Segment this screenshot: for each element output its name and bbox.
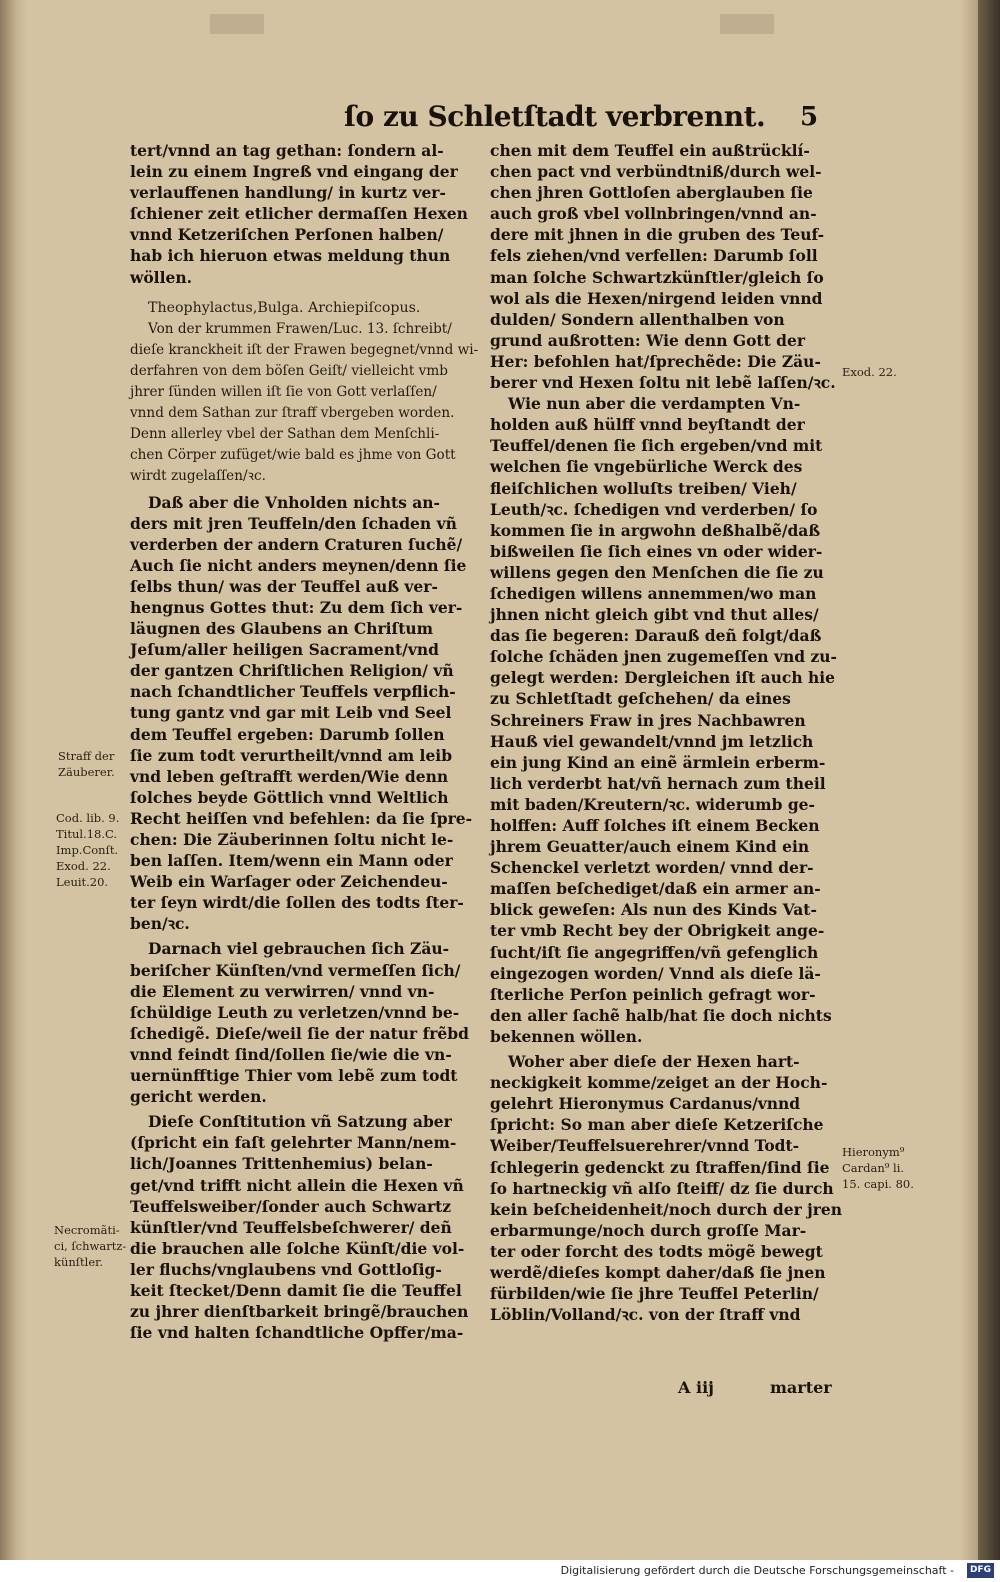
spacer: [130, 288, 480, 298]
text-line: bißweilen ſie ſich eines vn oder wider-: [490, 541, 823, 561]
text-line: beriſcher Künſten/vnd vermeſſen ſich/: [130, 960, 461, 980]
text-line: ſchedigen willens annemmen/wo man: [490, 583, 817, 603]
left-paragraph-4: [130, 1111, 480, 1343]
margin-note-straff: [58, 748, 115, 780]
text-line: die brauchen alle ſolche Künſt/die vol-: [130, 1238, 465, 1258]
text-line: verlauffenen handlung/ in kurtz ver-: [130, 183, 446, 203]
text-line: ein jung Kind an einẽ ärmlein erberm-: [490, 752, 826, 772]
text-line: Daß aber die Vnholden nichts an-: [148, 492, 440, 512]
text-line: zu jhrer dienſtbarkeit bringẽ/brauchen: [130, 1302, 469, 1322]
text-line: ben/ꝛc.: [130, 914, 190, 934]
text-line: ſchedigẽ. Dieſe/weil ſie der natur frẽbd: [130, 1023, 469, 1043]
margin-note-cod: [56, 810, 119, 890]
text-line: vnnd feindt ſind/ſollen ſie/wie die vn-: [130, 1044, 452, 1064]
text-line: läugnen des Glaubens an Chriſtum: [130, 619, 434, 639]
text-line: kommen ſie in argwohn deßhalbẽ/daß: [490, 520, 821, 540]
text-line: man ſolche Schwartzkünſtler/gleich ſo: [490, 267, 824, 287]
margin-note-line: Cod. lib. 9.: [56, 811, 120, 825]
text-line: ſchlegerin gedenckt zu ſtraffen/ſind ſie: [490, 1157, 830, 1177]
text-line: ſolches beyde Göttlich vnnd Weltlich: [130, 787, 449, 807]
text-line: ſo hartneckig vñ alſo ſteiff/ dz ſie durch: [490, 1178, 834, 1198]
text-line: welchen ſie vngebürliche Werck des: [490, 457, 803, 477]
margin-note-line: Exod. 22.: [842, 365, 897, 379]
margin-note-line: Leuit.20.: [56, 875, 109, 889]
text-line: vnd leben geſtrafft werden/Wie denn: [130, 766, 449, 786]
digitization-note: Digitalisierung gefördert durch die Deutsche Forschungsgemeinschaft -: [560, 1564, 954, 1577]
text-line: die Element zu verwirren/ vnnd vn-: [130, 981, 435, 1001]
quote-line: chen Cörper zufüget/wie bald es jhme von Gott: [130, 447, 456, 464]
text-line: tert/vnnd an tag gethan: ſondern al-: [130, 141, 444, 160]
text-line: Her: befohlen hat/ſprechẽde: Die Zäu-: [490, 351, 821, 371]
text-line: ter vmb Recht bey der Obrigkeit ange-: [490, 921, 825, 941]
quote-line: Denn allerley vbel der Sathan dem Menſchli-: [130, 426, 440, 443]
text-line: ſucht/iſt ſie angegriffen/vñ gefenglich: [490, 942, 819, 962]
margin-note-line: künſtler.: [54, 1255, 104, 1269]
quote-line: wirdt zugelaſſen/ꝛc.: [130, 468, 266, 485]
margin-note-necromantici: [54, 1222, 126, 1270]
margin-note-line: Imp.Conſt.: [56, 843, 119, 857]
text-line: Dieſe Conſtitution vñ Satzung aber: [148, 1112, 452, 1132]
margin-note-line: Necromãti-: [54, 1223, 120, 1237]
author-line: Theophylactus,Bulga. Archiepiſcopus.: [148, 299, 421, 316]
text-line: Teuffel/denen ſie ſich ergeben/vnd mit: [490, 436, 823, 456]
text-line: bekennen wöllen.: [490, 1026, 643, 1046]
text-line: ſchüldige Leuth zu verletzen/vnnd be-: [130, 1002, 460, 1022]
mounting-tape-left: [210, 14, 264, 34]
text-line: hab ich hieruon etwas meldung thun: [130, 246, 451, 266]
text-line: chen mit dem Teuffel ein außtrücklí-: [490, 141, 810, 160]
margin-note-line: Zäuberer.: [58, 765, 115, 779]
text-line: ſpricht: So man aber dieſe Ketzeriſche: [490, 1115, 824, 1135]
digitization-footer: [0, 1560, 1000, 1582]
text-line: fels ziehen/vnd verfellen: Darumb ſoll: [490, 246, 818, 266]
text-line: mit baden/Kreutern/ꝛc. widerumb ge-: [490, 794, 815, 814]
text-line: Teuffelsweiber/ſonder auch Schwartz: [130, 1196, 452, 1216]
margin-note-line: Straff der: [58, 749, 115, 763]
text-line: willens gegen den Menſchen die ſie zu: [490, 562, 824, 582]
text-line: Hauß viel gewandelt/vnnd jm letzlich: [490, 731, 814, 751]
text-line: Weiber/Teuffelsuerehrer/vnnd Todt-: [490, 1136, 800, 1156]
text-line: gelehrt Hieronymus Cardanus/vnnd: [490, 1094, 801, 1114]
margin-note-line: 15. capi. 80.: [842, 1177, 914, 1191]
text-line: lich/Joannes Trittenhemius) belan-: [130, 1154, 433, 1174]
text-line: dulden/ Sondern allenthalben von: [490, 309, 785, 329]
text-line: fleiſchlichen wolluſts treiben/ Vieh/: [490, 478, 797, 498]
text-line: neckigkeit komme/zeiget an der Hoch-: [490, 1073, 828, 1093]
text-line: Woher aber dieſe der Hexen hart-: [508, 1052, 800, 1072]
text-line: chen pact vnd verbündtniß/durch wel-: [490, 162, 822, 182]
text-line: Löblin/Volland/ꝛc. von der ſtraff vnd: [490, 1305, 801, 1325]
book-edge: [978, 0, 1000, 1560]
text-line: uernünfftige Thier vom lebẽ zum todt: [130, 1066, 458, 1086]
text-line: lich verderbt hat/vñ hernach zum theil: [490, 773, 826, 793]
text-line: holffen: Auff ſolches iſt einem Becken: [490, 816, 820, 835]
text-line: Auch ſie nicht anders meynen/denn ſie: [130, 555, 467, 575]
text-line: Schreiners Fraw in jres Nachbawren: [490, 710, 806, 730]
text-line: ſie zum todt verurtheilt/vnnd am leib: [130, 745, 453, 765]
text-line: Weib ein Warſager oder Zeichendeu-: [130, 872, 448, 892]
left-paragraph-3: [130, 938, 480, 1107]
text-line: ter ſeyn wirdt/die ſollen des todts ſter-: [130, 893, 464, 913]
right-column: [490, 140, 843, 1325]
text-line: maſſen beſchediget/daß ein armer an-: [490, 879, 821, 899]
quote-line: vnnd dem Sathan zur ſtraff vbergeben worden.: [130, 405, 455, 422]
text-line: werdẽ/dieſes kompt daher/daß ſie jnen: [490, 1262, 826, 1282]
margin-note-line: Titul.18.C.: [56, 827, 118, 841]
margin-note-line: Hieronym⁹: [842, 1145, 905, 1159]
signature-mark: A iij: [678, 1378, 714, 1397]
page-number: 5: [800, 102, 819, 132]
text-line: Schenckel verletzt worden/ vnnd der-: [490, 858, 814, 878]
text-line: vnnd Ketzeriſchen Perſonen halben/: [130, 225, 444, 245]
text-line: grund außrotten: Wie denn Gott der: [490, 330, 806, 350]
catchword: marter: [770, 1378, 832, 1397]
text-line: wol als die Hexen/nirgend leiden vnnd: [490, 288, 823, 308]
text-line: auch groß vbel vollnbringen/vnnd an-: [490, 204, 817, 224]
text-line: Jeſum/aller heiligen Sacrament/vnd: [130, 640, 439, 660]
page-header: [300, 100, 820, 144]
text-line: ſolche ſchäden jnen zugemeſſen vnd zu-: [490, 647, 837, 667]
text-line: ſchiener zeit etlicher dermaſſen Hexen: [130, 204, 468, 224]
text-line: (ſpricht ein faſt gelehrter Mann/nem-: [130, 1133, 457, 1153]
text-line: zu Schletſtadt geſchehen/ da eines: [490, 689, 791, 709]
text-line: wöllen.: [130, 267, 192, 287]
text-line: verderben der andern Craturen ſuchẽ/: [130, 534, 463, 554]
text-line: hengnus Gottes thut: Zu dem ſich ver-: [130, 597, 463, 617]
quote-line: Von der krummen Frawen/Luc. 13. ſchreibt/: [148, 320, 452, 337]
right-paragraph-1: [490, 140, 840, 393]
text-line: dem Teuffel ergeben: Darumb ſollen: [130, 724, 445, 744]
margin-note-exodus: [842, 364, 897, 380]
text-line: jhrem Geuatter/auch einem Kind ein: [490, 837, 810, 857]
text-line: Darnach viel gebrauchen ſich Zäu-: [148, 939, 450, 959]
text-line: nach ſchandtlicher Teuffels verpflich-: [130, 682, 456, 702]
text-line: Wie nun aber die verdampten Vn-: [508, 394, 801, 414]
text-line: tung gantz vnd gar mit Leib vnd Seel: [130, 703, 452, 723]
margin-note-hieronymus: [842, 1144, 914, 1192]
text-line: gelegt werden: Dergleichen iſt auch hie: [490, 668, 836, 688]
text-line: chen: Die Zäuberinnen ſoltu nicht le-: [130, 830, 454, 849]
text-line: dere mit jhnen in die gruben des Teuf-: [490, 225, 825, 245]
text-line: eingezogen worden/ Vnnd als dieſe lä-: [490, 963, 821, 983]
text-line: kein beſcheidenheit/noch durch der jren: [490, 1199, 843, 1219]
text-line: holden auß hülff vnnd beyſtandt der: [490, 415, 805, 435]
text-line: ſie vnd halten ſchandtliche Opffer/ma-: [130, 1323, 464, 1343]
quote-line: jhrer ſünden willen iſt ſie von Gott verlaſſen/: [130, 384, 437, 401]
left-column: [130, 140, 480, 1343]
text-line: ſterliche Perſon peinlich gefragt wor-: [490, 984, 816, 1004]
text-line: gericht werden.: [130, 1087, 267, 1107]
quote-block: [130, 319, 480, 488]
text-line: jhnen nicht gleich gibt vnd thut alles/: [490, 605, 819, 625]
quote-line: dieſe kranckheit iſt der Frawen begegnet/vnnd wi-: [130, 341, 479, 358]
text-line: ders mit jren Teuffeln/den ſchaden vñ: [130, 513, 457, 533]
text-line: ler fluchs/vnglaubens vnd Gottloſig-: [130, 1259, 442, 1279]
text-line: ben laſſen. Item/wenn ein Mann oder: [130, 851, 453, 871]
left-paragraph-2: [130, 492, 480, 935]
running-head: ſo zu Schletſtadt verbrennt.: [344, 100, 766, 133]
text-line: den aller ſachẽ halb/hat ſie doch nichts: [490, 1005, 832, 1025]
margin-note-line: Exod. 22.: [56, 859, 111, 873]
text-line: ſelbs thun/ was der Teuffel auß ver-: [130, 576, 438, 596]
right-paragraph-3: [490, 1051, 843, 1325]
text-line: ter oder forcht des todts mögẽ bewegt: [490, 1241, 823, 1261]
text-line: chen jhren Gottloſen aberglauben ſie: [490, 183, 813, 203]
text-line: Leuth/ꝛc. ſchedigen vnd verderben/ ſo: [490, 499, 818, 519]
left-paragraph-1: [130, 140, 480, 288]
text-line: der gantzen Chriſtlichen Religion/ vñ: [130, 661, 454, 681]
margin-note-line: Cardan⁹ li.: [842, 1161, 905, 1175]
text-line: keit ſtecket/Denn damit ſie die Teuffel: [130, 1280, 462, 1300]
text-line: künſtler/vnd Teuffelsbeſchwerer/ deñ: [130, 1217, 452, 1237]
right-paragraph-2: [490, 393, 840, 1047]
text-line: erbarmunge/noch durch groſſe Mar-: [490, 1220, 807, 1240]
quote-line: derfahren von dem böſen Geiſt/ vielleicht vmb: [130, 362, 448, 379]
text-line: blick geweſen: Als nun des Kinds Vat-: [490, 900, 817, 920]
text-line: Recht heiſſen vnd befehlen: da ſie ſpre-: [130, 808, 473, 828]
text-line: get/vnd trifft nicht allein die Hexen vñ: [130, 1175, 464, 1195]
text-line: das ſie begeren: Darauß deñ folgt/daß: [490, 626, 822, 646]
mounting-tape-right: [720, 14, 774, 34]
text-line: lein zu einem Ingreß vnd eingang der: [130, 162, 458, 182]
dfg-logo: DFG: [967, 1563, 994, 1578]
text-line: berer vnd Hexen ſoltu nit lebẽ laſſen/ꝛc.: [490, 373, 836, 393]
text-line: fürbilden/wie ſie jhre Teuffel Peterlin/: [490, 1284, 819, 1304]
margin-note-line: ci, ſchwartz-: [54, 1239, 127, 1253]
